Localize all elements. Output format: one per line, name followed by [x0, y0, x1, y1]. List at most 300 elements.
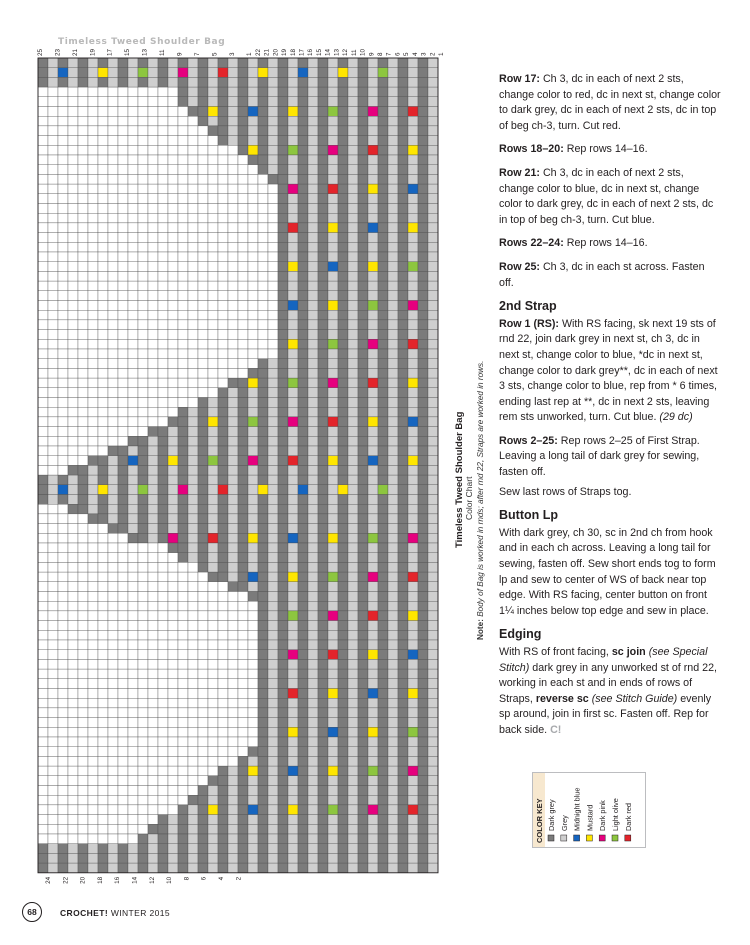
chart-cell	[428, 204, 438, 214]
chart-cell	[238, 271, 248, 281]
chart-cell	[428, 320, 438, 330]
chart-cell	[48, 330, 58, 340]
chart-cell	[268, 456, 278, 466]
chart-cell	[268, 271, 278, 281]
chart-cell	[38, 533, 48, 543]
chart-cell	[258, 562, 268, 572]
chart-cell	[308, 223, 318, 233]
row17-paragraph	[499, 72, 721, 134]
chart-cell	[288, 485, 298, 495]
chart-cell	[48, 495, 58, 505]
chart-cell	[408, 669, 418, 679]
chart-cell	[128, 747, 138, 757]
chart-cell	[418, 465, 428, 475]
chart-cell	[208, 504, 218, 514]
pattern-instructions	[499, 72, 721, 747]
chart-cell	[358, 504, 368, 514]
chart-cell	[168, 349, 178, 359]
chart-cell	[408, 378, 418, 388]
chart-cell	[78, 844, 88, 854]
chart-cell	[98, 795, 108, 805]
chart-cell	[148, 485, 158, 495]
chart-cell	[388, 58, 398, 68]
chart-cell	[328, 116, 338, 126]
chart-cell	[228, 504, 238, 514]
chart-cell	[118, 824, 128, 834]
chart-cell	[228, 853, 238, 863]
chart-cell	[178, 87, 188, 97]
chart-cell	[398, 417, 408, 427]
chart-cell	[328, 601, 338, 611]
chart-cell	[188, 145, 198, 155]
chart-cell	[278, 107, 288, 117]
chart-cell	[398, 689, 408, 699]
chart-cell	[208, 301, 218, 311]
chart-cell	[258, 194, 268, 204]
chart-cell	[308, 145, 318, 155]
chart-cell	[168, 533, 178, 543]
chart-cell	[358, 465, 368, 475]
chart-cell	[418, 310, 428, 320]
chart-cell	[228, 543, 238, 553]
chart-cell	[408, 543, 418, 553]
chart-cell	[328, 553, 338, 563]
chart-cell	[318, 349, 328, 359]
chart-cell	[88, 126, 98, 136]
chart-cell	[208, 679, 218, 689]
chart-cell	[88, 97, 98, 107]
chart-cell	[48, 281, 58, 291]
chart-cell	[228, 795, 238, 805]
chart-cell	[88, 795, 98, 805]
chart-cell	[108, 737, 118, 747]
chart-cell	[128, 436, 138, 446]
chart-cell	[118, 233, 128, 243]
chart-cell	[248, 834, 258, 844]
chart-cell	[188, 863, 198, 873]
chart-cell	[48, 621, 58, 631]
chart-cell	[128, 87, 138, 97]
chart-cell	[138, 708, 148, 718]
chart-cell	[238, 640, 248, 650]
chart-cell	[98, 824, 108, 834]
chart-cell	[188, 853, 198, 863]
chart-cell	[158, 291, 168, 301]
chart-cell	[338, 417, 348, 427]
chart-cell	[288, 126, 298, 136]
chart-cell	[148, 795, 158, 805]
chart-cell	[58, 669, 68, 679]
chart-cell	[268, 562, 278, 572]
chart-cell	[398, 815, 408, 825]
chart-cell	[248, 727, 258, 737]
chart-cell	[118, 718, 128, 728]
chart-cell	[328, 776, 338, 786]
chart-cell	[228, 388, 238, 398]
chart-cell	[338, 398, 348, 408]
chart-cell	[148, 271, 158, 281]
chart-cell	[258, 747, 268, 757]
chart-cell	[58, 388, 68, 398]
chart-cell	[218, 572, 228, 582]
chart-cell	[408, 727, 418, 737]
chart-cell	[38, 398, 48, 408]
chart-cell	[148, 824, 158, 834]
chart-cell	[248, 495, 258, 505]
chart-cell	[288, 601, 298, 611]
chart-cell	[388, 834, 398, 844]
chart-cell	[48, 388, 58, 398]
chart-cell	[168, 475, 178, 485]
chart-cell	[318, 669, 328, 679]
chart-cell	[78, 514, 88, 524]
chart-cell	[328, 252, 338, 262]
chart-cell	[78, 427, 88, 437]
top-axis-label: 13	[141, 48, 149, 56]
chart-cell	[208, 659, 218, 669]
chart-cell	[118, 310, 128, 320]
chart-cell	[118, 679, 128, 689]
chart-cell	[288, 320, 298, 330]
chart-cell	[228, 330, 238, 340]
chart-cell	[38, 388, 48, 398]
chart-cell	[138, 659, 148, 669]
chart-cell	[228, 339, 238, 349]
chart-cell	[358, 533, 368, 543]
chart-cell	[288, 349, 298, 359]
chart-cell	[178, 262, 188, 272]
chart-cell	[228, 184, 238, 194]
chart-cell	[428, 669, 438, 679]
chart-cell	[378, 727, 388, 737]
chart-cell	[298, 572, 308, 582]
chart-cell	[238, 572, 248, 582]
chart-cell	[288, 194, 298, 204]
chart-cell	[118, 504, 128, 514]
chart-cell	[118, 320, 128, 330]
chart-cell	[78, 553, 88, 563]
chart-cell	[128, 689, 138, 699]
chart-cell	[188, 407, 198, 417]
chart-cell	[368, 495, 378, 505]
chart-cell	[178, 339, 188, 349]
chart-cell	[208, 582, 218, 592]
chart-cell	[258, 378, 268, 388]
color-key-swatch	[548, 835, 554, 841]
chart-cell	[288, 427, 298, 437]
chart-cell	[338, 533, 348, 543]
chart-cell	[148, 834, 158, 844]
chart-cell	[78, 242, 88, 252]
chart-cell	[198, 553, 208, 563]
chart-cell	[228, 592, 238, 602]
chart-cell	[248, 262, 258, 272]
chart-cell	[198, 310, 208, 320]
chart-cell	[48, 165, 58, 175]
chart-cell	[378, 485, 388, 495]
chart-cell	[328, 213, 338, 223]
chart-cell	[148, 853, 158, 863]
chart-cell	[118, 155, 128, 165]
chart-cell	[238, 562, 248, 572]
chart-cell	[138, 553, 148, 563]
chart-cell	[88, 592, 98, 602]
chart-cell	[48, 805, 58, 815]
chart-cell	[268, 553, 278, 563]
chart-cell	[148, 436, 158, 446]
chart-cell	[388, 436, 398, 446]
chart-cell	[398, 592, 408, 602]
chart-cell	[358, 592, 368, 602]
chart-cell	[98, 194, 108, 204]
chart-cell	[238, 853, 248, 863]
chart-cell	[208, 320, 218, 330]
chart-cell	[268, 310, 278, 320]
chart-cell	[198, 853, 208, 863]
rows2-paragraph	[499, 434, 721, 481]
chart-cell	[148, 388, 158, 398]
color-key-label: Dark grey	[547, 799, 556, 831]
chart-cell	[268, 116, 278, 126]
chart-cell	[208, 97, 218, 107]
chart-cell	[58, 330, 68, 340]
chart-cell	[98, 388, 108, 398]
chart-cell	[108, 58, 118, 68]
chart-cell	[378, 475, 388, 485]
chart-cell	[38, 427, 48, 437]
chart-cell	[148, 727, 158, 737]
chart-cell	[168, 611, 178, 621]
chart-cell	[368, 407, 378, 417]
edging-special-stitch: (see Special Stitch)	[499, 646, 708, 674]
chart-cell	[168, 766, 178, 776]
chart-cell	[398, 213, 408, 223]
chart-cell	[158, 786, 168, 796]
chart-cell	[178, 204, 188, 214]
chart-cell	[258, 281, 268, 291]
chart-cell	[188, 621, 198, 631]
chart-cell	[108, 291, 118, 301]
chart-cell	[278, 155, 288, 165]
chart-cell	[128, 359, 138, 369]
chart-cell	[418, 436, 428, 446]
chart-cell	[118, 262, 128, 272]
chart-cell	[418, 107, 428, 117]
chart-cell	[378, 68, 388, 78]
chart-cell	[248, 582, 258, 592]
chart-cell	[178, 378, 188, 388]
chart-cell	[58, 611, 68, 621]
chart-cell	[48, 611, 58, 621]
chart-cell	[358, 698, 368, 708]
chart-cell	[218, 679, 228, 689]
chart-cell	[148, 524, 158, 534]
chart-cell	[418, 786, 428, 796]
chart-cell	[88, 359, 98, 369]
chart-cell	[128, 485, 138, 495]
chart-cell	[288, 87, 298, 97]
chart-cell	[268, 194, 278, 204]
chart-cell	[128, 679, 138, 689]
chart-cell	[118, 378, 128, 388]
chart-cell	[128, 58, 138, 68]
chart-cell	[398, 252, 408, 262]
chart-cell	[88, 611, 98, 621]
chart-cell	[68, 795, 78, 805]
chart-cell	[58, 844, 68, 854]
chart-cell	[348, 68, 358, 78]
chart-cell	[348, 291, 358, 301]
chart-cell	[308, 659, 318, 669]
chart-cell	[388, 805, 398, 815]
chart-cell	[58, 301, 68, 311]
chart-cell	[168, 601, 178, 611]
edging-text-g: evenly sp around, join in first sc. Fasten off. Rep for back side.	[499, 692, 712, 736]
chart-cell	[348, 456, 358, 466]
chart-cell	[118, 737, 128, 747]
chart-cell	[358, 514, 368, 524]
chart-cell	[158, 708, 168, 718]
chart-cell	[168, 485, 178, 495]
chart-cell	[188, 766, 198, 776]
chart-cell	[428, 504, 438, 514]
chart-cell	[238, 136, 248, 146]
chart-cell	[338, 844, 348, 854]
chart-cell	[78, 116, 88, 126]
chart-cell	[218, 815, 228, 825]
chart-cell	[308, 97, 318, 107]
chart-cell	[428, 77, 438, 87]
chart-cell	[298, 242, 308, 252]
chart-cell	[138, 242, 148, 252]
chart-cell	[318, 213, 328, 223]
chart-cell	[298, 320, 308, 330]
chart-cell	[38, 446, 48, 456]
chart-cell	[368, 58, 378, 68]
chart-cell	[138, 116, 148, 126]
chart-cell	[208, 727, 218, 737]
chart-cell	[78, 223, 88, 233]
chart-cell	[108, 553, 118, 563]
chart-cell	[248, 601, 258, 611]
chart-cell	[68, 844, 78, 854]
chart-cell	[78, 572, 88, 582]
chart-cell	[348, 417, 358, 427]
chart-cell	[418, 737, 428, 747]
chart-cell	[168, 456, 178, 466]
chart-cell	[158, 815, 168, 825]
chart-cell	[268, 592, 278, 602]
top-axis-label: 16	[307, 48, 315, 56]
chart-cell	[138, 436, 148, 446]
chart-cell	[148, 679, 158, 689]
chart-cell	[198, 582, 208, 592]
chart-cell	[328, 786, 338, 796]
chart-cell	[48, 223, 58, 233]
chart-cell	[408, 776, 418, 786]
chart-cell	[108, 485, 118, 495]
chart-cell	[128, 427, 138, 437]
chart-cell	[298, 650, 308, 660]
chart-cell	[348, 863, 358, 873]
chart-cell	[428, 562, 438, 572]
chart-cell	[378, 863, 388, 873]
chart-cell	[78, 747, 88, 757]
chart-cell	[98, 242, 108, 252]
chart-cell	[318, 339, 328, 349]
chart-cell	[148, 262, 158, 272]
chart-cell	[138, 262, 148, 272]
chart-cell	[178, 165, 188, 175]
chart-cell	[68, 747, 78, 757]
chart-cell	[338, 698, 348, 708]
chart-cell	[328, 853, 338, 863]
chart-cell	[198, 107, 208, 117]
chart-cell	[268, 495, 278, 505]
chart-cell	[268, 417, 278, 427]
chart-cell	[188, 679, 198, 689]
chart-cell	[68, 562, 78, 572]
chart-cell	[308, 708, 318, 718]
chart-cell	[198, 427, 208, 437]
chart-cell	[388, 262, 398, 272]
chart-cell	[378, 165, 388, 175]
chart-cell	[168, 844, 178, 854]
chart-cell	[158, 165, 168, 175]
chart-cell	[68, 533, 78, 543]
chart-cell	[408, 475, 418, 485]
chart-cell	[68, 698, 78, 708]
chart-cell	[158, 107, 168, 117]
chart-cell	[178, 242, 188, 252]
chart-cell	[228, 756, 238, 766]
chart-cell	[418, 359, 428, 369]
chart-cell	[398, 621, 408, 631]
chart-cell	[338, 262, 348, 272]
chart-cell	[188, 184, 198, 194]
chart-cell	[368, 795, 378, 805]
chart-cell	[388, 427, 398, 437]
chart-cell	[408, 592, 418, 602]
chart-cell	[408, 446, 418, 456]
chart-cell	[78, 495, 88, 505]
chart-cell	[198, 611, 208, 621]
chart-cell	[298, 281, 308, 291]
chart-cell	[108, 475, 118, 485]
chart-cell	[368, 718, 378, 728]
chart-cell	[48, 213, 58, 223]
chart-cell	[278, 611, 288, 621]
chart-cell	[418, 776, 428, 786]
chart-cell	[168, 68, 178, 78]
chart-cell	[408, 737, 418, 747]
chart-cell	[148, 330, 158, 340]
chart-cell	[248, 737, 258, 747]
chart-cell	[418, 242, 428, 252]
chart-cell	[98, 155, 108, 165]
chart-cell	[158, 97, 168, 107]
chart-cell	[338, 485, 348, 495]
chart-cell	[118, 582, 128, 592]
chart-cell	[218, 533, 228, 543]
chart-cell	[318, 805, 328, 815]
chart-cell	[158, 271, 168, 281]
chart-cell	[358, 77, 368, 87]
chart-cell	[148, 184, 158, 194]
chart-cell	[258, 291, 268, 301]
chart-cell	[228, 553, 238, 563]
chart-cell	[338, 572, 348, 582]
